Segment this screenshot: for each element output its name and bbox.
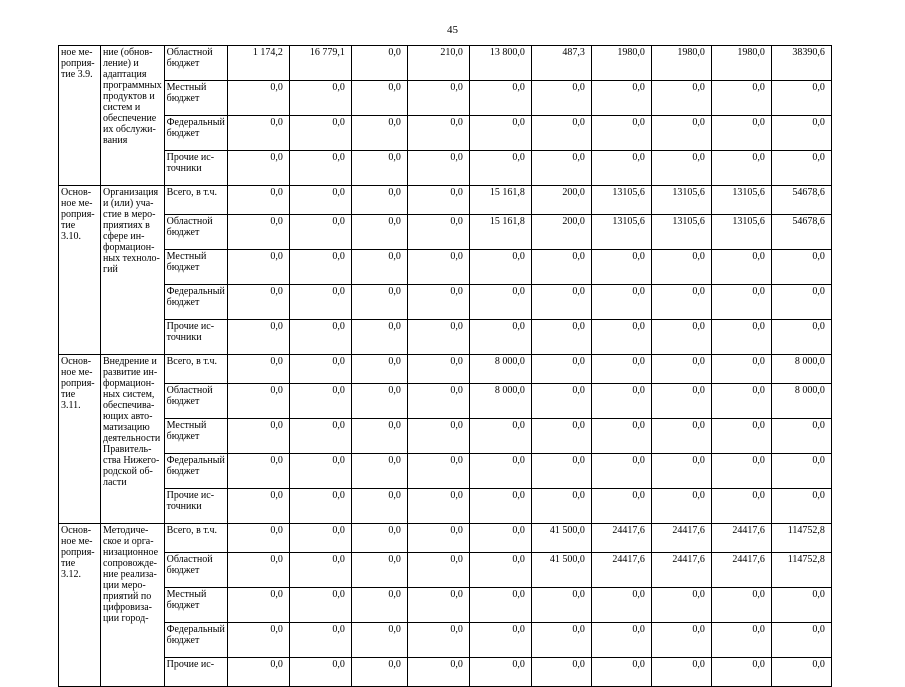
year-value: 0,0 xyxy=(289,355,351,384)
year-value: 0,0 xyxy=(591,151,651,186)
total-value: 0,0 xyxy=(771,250,831,285)
year-value: 0,0 xyxy=(351,215,407,250)
year-value: 200,0 xyxy=(531,186,591,215)
year-value: 0,0 xyxy=(351,151,407,186)
year-value: 0,0 xyxy=(227,285,289,320)
year-value: 0,0 xyxy=(227,250,289,285)
year-value: 0,0 xyxy=(531,623,591,658)
year-value: 0,0 xyxy=(289,186,351,215)
table-row xyxy=(59,623,832,658)
funding-source xyxy=(164,489,227,524)
year-value: 0,0 xyxy=(289,285,351,320)
total-value: 0,0 xyxy=(771,81,831,116)
year-value: 24417,6 xyxy=(591,524,651,553)
total-value: 38390,6 xyxy=(771,46,831,81)
funding-source xyxy=(164,285,227,320)
table-row xyxy=(59,524,832,553)
year-value: 1980,0 xyxy=(711,46,771,81)
funding-source-label: Прочие ис- точники xyxy=(166,490,215,512)
year-value: 0,0 xyxy=(407,454,469,489)
activity-name: Внедрение и развитие ин- формацион- ных систем, обеспечива- ющих авто- матизацию деятельности Правитель- ства Нижего- родской об- ласти xyxy=(103,356,161,488)
funding-source-label: Федеральный бюджет xyxy=(166,117,225,139)
year-value: 41 500,0 xyxy=(531,553,591,588)
year-value: 0,0 xyxy=(289,489,351,524)
year-value: 0,0 xyxy=(651,454,711,489)
year-value: 0,0 xyxy=(469,623,531,658)
funding-source xyxy=(164,250,227,285)
funding-source-label: Областной бюджет xyxy=(166,47,213,69)
table-row xyxy=(59,116,832,151)
year-value: 0,0 xyxy=(351,355,407,384)
year-value: 0,0 xyxy=(351,524,407,553)
year-value: 0,0 xyxy=(531,384,591,419)
year-value: 0,0 xyxy=(289,588,351,623)
year-value: 0,0 xyxy=(651,355,711,384)
year-value: 0,0 xyxy=(351,623,407,658)
activity-name: ние (обнов- ление) и адаптация программных продуктов и систем и обеспечение их обслужи- вания xyxy=(103,47,162,146)
year-value: 0,0 xyxy=(711,151,771,186)
funding-source xyxy=(164,320,227,355)
funding-source-label: Всего, в т.ч. xyxy=(166,525,218,536)
funding-source xyxy=(164,524,227,553)
funding-source-label: Областной бюджет xyxy=(166,554,213,576)
year-value: 0,0 xyxy=(711,588,771,623)
funding-source xyxy=(164,151,227,186)
page-number: 45 xyxy=(447,24,458,36)
year-value: 0,0 xyxy=(407,524,469,553)
year-value: 0,0 xyxy=(711,285,771,320)
year-value: 0,0 xyxy=(407,250,469,285)
total-value: 0,0 xyxy=(771,658,831,687)
year-value: 0,0 xyxy=(227,588,289,623)
total-value: 0,0 xyxy=(771,588,831,623)
year-value: 0,0 xyxy=(531,116,591,151)
funding-source xyxy=(164,588,227,623)
year-value: 1980,0 xyxy=(651,46,711,81)
total-value: 8 000,0 xyxy=(771,384,831,419)
year-value: 0,0 xyxy=(407,623,469,658)
funding-source-label: Местный бюджет xyxy=(166,82,207,104)
table-row xyxy=(59,151,832,186)
year-value: 0,0 xyxy=(591,250,651,285)
year-value: 0,0 xyxy=(591,285,651,320)
year-value: 0,0 xyxy=(351,186,407,215)
funding-source xyxy=(164,384,227,419)
year-value: 0,0 xyxy=(469,250,531,285)
table-row xyxy=(59,320,832,355)
table-row xyxy=(59,355,832,384)
budget-table-body xyxy=(59,46,832,687)
year-value: 0,0 xyxy=(407,320,469,355)
table-row xyxy=(59,489,832,524)
year-value: 13105,6 xyxy=(651,215,711,250)
activity-code-cell xyxy=(59,186,101,355)
activity-name-cell xyxy=(101,355,165,524)
year-value: 0,0 xyxy=(591,623,651,658)
year-value: 0,0 xyxy=(591,355,651,384)
funding-source-label: Прочие ис- xyxy=(166,659,215,670)
year-value: 13105,6 xyxy=(651,186,711,215)
year-value: 0,0 xyxy=(651,658,711,687)
year-value: 0,0 xyxy=(351,285,407,320)
year-value: 1980,0 xyxy=(591,46,651,81)
funding-source-label: Областной бюджет xyxy=(166,385,213,407)
year-value: 0,0 xyxy=(591,384,651,419)
table-row xyxy=(59,419,832,454)
year-value: 0,0 xyxy=(289,116,351,151)
year-value: 0,0 xyxy=(531,285,591,320)
year-value: 0,0 xyxy=(227,553,289,588)
year-value: 0,0 xyxy=(469,489,531,524)
year-value: 0,0 xyxy=(651,384,711,419)
year-value: 200,0 xyxy=(531,215,591,250)
activity-name: Организация и (или) уча- стие в меро- приятиях в сфере ин- формацион- ных техноло- гий xyxy=(103,187,160,275)
activity-code-cell xyxy=(59,46,101,186)
year-value: 0,0 xyxy=(711,81,771,116)
year-value: 0,0 xyxy=(407,355,469,384)
year-value: 0,0 xyxy=(531,151,591,186)
funding-source xyxy=(164,215,227,250)
table-row xyxy=(59,81,832,116)
year-value: 0,0 xyxy=(289,623,351,658)
total-value: 0,0 xyxy=(771,285,831,320)
activity-code-cell xyxy=(59,524,101,687)
year-value: 0,0 xyxy=(469,553,531,588)
year-value: 0,0 xyxy=(711,489,771,524)
total-value: 0,0 xyxy=(771,116,831,151)
activity-name: Методиче- ское и орга- низационное сопровожде- ние реализа- ции меро- приятий по цифровиза- ции город- xyxy=(103,525,159,624)
funding-source xyxy=(164,553,227,588)
table-row xyxy=(59,454,832,489)
year-value: 0,0 xyxy=(591,454,651,489)
year-value: 0,0 xyxy=(407,215,469,250)
year-value: 0,0 xyxy=(531,81,591,116)
year-value: 0,0 xyxy=(651,419,711,454)
year-value: 0,0 xyxy=(227,384,289,419)
funding-source-label: Всего, в т.ч. xyxy=(166,187,218,198)
year-value: 24417,6 xyxy=(651,553,711,588)
year-value: 0,0 xyxy=(227,623,289,658)
year-value: 0,0 xyxy=(711,623,771,658)
year-value: 8 000,0 xyxy=(469,384,531,419)
year-value: 0,0 xyxy=(531,489,591,524)
year-value: 0,0 xyxy=(227,186,289,215)
funding-source xyxy=(164,46,227,81)
funding-source xyxy=(164,81,227,116)
year-value: 0,0 xyxy=(289,81,351,116)
activity-code: ное ме- роприя- тие 3.9. xyxy=(61,47,95,80)
funding-source-label: Прочие ис- точники xyxy=(166,152,215,174)
year-value: 0,0 xyxy=(289,250,351,285)
year-value: 24417,6 xyxy=(711,553,771,588)
year-value: 0,0 xyxy=(711,384,771,419)
year-value: 15 161,8 xyxy=(469,186,531,215)
year-value: 0,0 xyxy=(227,116,289,151)
year-value: 0,0 xyxy=(711,320,771,355)
year-value: 0,0 xyxy=(351,384,407,419)
year-value: 0,0 xyxy=(651,320,711,355)
table-row xyxy=(59,384,832,419)
year-value: 0,0 xyxy=(289,215,351,250)
year-value: 0,0 xyxy=(531,320,591,355)
funding-source xyxy=(164,454,227,489)
funding-source-label: Всего, в т.ч. xyxy=(166,356,218,367)
year-value: 0,0 xyxy=(651,250,711,285)
year-value: 0,0 xyxy=(711,116,771,151)
year-value: 0,0 xyxy=(531,454,591,489)
year-value: 16 779,1 xyxy=(289,46,351,81)
total-value: 8 000,0 xyxy=(771,355,831,384)
year-value: 0,0 xyxy=(407,186,469,215)
year-value: 0,0 xyxy=(407,489,469,524)
year-value: 0,0 xyxy=(407,81,469,116)
year-value: 0,0 xyxy=(227,215,289,250)
year-value: 0,0 xyxy=(407,553,469,588)
year-value: 0,0 xyxy=(351,454,407,489)
total-value: 54678,6 xyxy=(771,215,831,250)
year-value: 0,0 xyxy=(591,588,651,623)
funding-source xyxy=(164,419,227,454)
year-value: 0,0 xyxy=(227,524,289,553)
year-value: 0,0 xyxy=(651,623,711,658)
funding-source xyxy=(164,116,227,151)
year-value: 0,0 xyxy=(531,658,591,687)
year-value: 0,0 xyxy=(469,588,531,623)
year-value: 0,0 xyxy=(711,419,771,454)
year-value: 0,0 xyxy=(227,454,289,489)
year-value: 0,0 xyxy=(531,419,591,454)
activity-code-cell xyxy=(59,355,101,524)
year-value: 0,0 xyxy=(591,419,651,454)
year-value: 0,0 xyxy=(469,658,531,687)
funding-source-label: Областной бюджет xyxy=(166,216,213,238)
total-value: 54678,6 xyxy=(771,186,831,215)
year-value: 0,0 xyxy=(227,151,289,186)
year-value: 0,0 xyxy=(651,116,711,151)
year-value: 0,0 xyxy=(351,489,407,524)
year-value: 0,0 xyxy=(651,489,711,524)
total-value: 0,0 xyxy=(771,151,831,186)
year-value: 0,0 xyxy=(407,384,469,419)
year-value: 0,0 xyxy=(469,81,531,116)
year-value: 0,0 xyxy=(289,151,351,186)
year-value: 0,0 xyxy=(289,524,351,553)
year-value: 0,0 xyxy=(651,81,711,116)
year-value: 0,0 xyxy=(469,524,531,553)
year-value: 24417,6 xyxy=(651,524,711,553)
year-value: 13105,6 xyxy=(711,215,771,250)
year-value: 0,0 xyxy=(351,320,407,355)
year-value: 0,0 xyxy=(289,658,351,687)
year-value: 0,0 xyxy=(469,116,531,151)
year-value: 0,0 xyxy=(591,320,651,355)
year-value: 0,0 xyxy=(531,355,591,384)
year-value: 0,0 xyxy=(591,116,651,151)
year-value: 13 800,0 xyxy=(469,46,531,81)
year-value: 0,0 xyxy=(351,588,407,623)
funding-source xyxy=(164,658,227,687)
funding-source xyxy=(164,623,227,658)
activity-code: Основ- ное ме- роприя- тие 3.12. xyxy=(61,525,95,580)
year-value: 0,0 xyxy=(227,419,289,454)
funding-source-label: Местный бюджет xyxy=(166,589,207,611)
activity-name-cell xyxy=(101,186,165,355)
year-value: 15 161,8 xyxy=(469,215,531,250)
table-row xyxy=(59,250,832,285)
year-value: 24417,6 xyxy=(591,553,651,588)
year-value: 0,0 xyxy=(651,588,711,623)
total-value: 0,0 xyxy=(771,489,831,524)
year-value: 0,0 xyxy=(469,320,531,355)
funding-source-label: Федеральный бюджет xyxy=(166,624,225,646)
year-value: 41 500,0 xyxy=(531,524,591,553)
year-value: 0,0 xyxy=(227,320,289,355)
year-value: 487,3 xyxy=(531,46,591,81)
activity-name-cell xyxy=(101,524,165,687)
year-value: 0,0 xyxy=(591,81,651,116)
table-row xyxy=(59,46,832,81)
year-value: 0,0 xyxy=(711,355,771,384)
year-value: 0,0 xyxy=(351,250,407,285)
funding-source-label: Федеральный бюджет xyxy=(166,286,225,308)
year-value: 0,0 xyxy=(289,384,351,419)
year-value: 0,0 xyxy=(289,419,351,454)
table-row xyxy=(59,658,832,687)
total-value: 0,0 xyxy=(771,320,831,355)
total-value: 114752,8 xyxy=(771,524,831,553)
table-row xyxy=(59,186,832,215)
funding-source-label: Местный бюджет xyxy=(166,420,207,442)
year-value: 13105,6 xyxy=(711,186,771,215)
year-value: 0,0 xyxy=(227,81,289,116)
funding-source-label: Федеральный бюджет xyxy=(166,455,225,477)
table-row xyxy=(59,553,832,588)
year-value: 0,0 xyxy=(407,658,469,687)
budget-table xyxy=(58,45,832,687)
year-value: 0,0 xyxy=(289,320,351,355)
total-value: 0,0 xyxy=(771,419,831,454)
activity-code: Основ- ное ме- роприя- тие 3.11. xyxy=(61,356,95,411)
year-value: 0,0 xyxy=(407,151,469,186)
year-value: 13105,6 xyxy=(591,215,651,250)
year-value: 8 000,0 xyxy=(469,355,531,384)
year-value: 0,0 xyxy=(469,419,531,454)
year-value: 0,0 xyxy=(289,553,351,588)
table-row xyxy=(59,285,832,320)
year-value: 0,0 xyxy=(531,250,591,285)
year-value: 0,0 xyxy=(591,658,651,687)
year-value: 0,0 xyxy=(351,46,407,81)
year-value: 0,0 xyxy=(227,355,289,384)
year-value: 0,0 xyxy=(469,285,531,320)
year-value: 0,0 xyxy=(711,658,771,687)
year-value: 0,0 xyxy=(711,454,771,489)
funding-source xyxy=(164,186,227,215)
year-value: 0,0 xyxy=(711,250,771,285)
funding-source-label: Прочие ис- точники xyxy=(166,321,215,343)
year-value: 0,0 xyxy=(289,454,351,489)
year-value: 210,0 xyxy=(407,46,469,81)
total-value: 0,0 xyxy=(771,454,831,489)
year-value: 0,0 xyxy=(469,151,531,186)
year-value: 0,0 xyxy=(531,588,591,623)
year-value: 0,0 xyxy=(351,81,407,116)
year-value: 0,0 xyxy=(227,489,289,524)
activity-name-cell xyxy=(101,46,165,186)
year-value: 0,0 xyxy=(591,489,651,524)
year-value: 0,0 xyxy=(351,419,407,454)
total-value: 0,0 xyxy=(771,623,831,658)
table-row xyxy=(59,588,832,623)
year-value: 0,0 xyxy=(351,116,407,151)
year-value: 0,0 xyxy=(651,151,711,186)
table-row xyxy=(59,215,832,250)
year-value: 0,0 xyxy=(227,658,289,687)
year-value: 0,0 xyxy=(351,658,407,687)
year-value: 0,0 xyxy=(407,285,469,320)
funding-source-label: Местный бюджет xyxy=(166,251,207,273)
year-value: 0,0 xyxy=(651,285,711,320)
year-value: 0,0 xyxy=(407,116,469,151)
year-value: 1 174,2 xyxy=(227,46,289,81)
year-value: 13105,6 xyxy=(591,186,651,215)
year-value: 0,0 xyxy=(407,419,469,454)
year-value: 0,0 xyxy=(407,588,469,623)
funding-source xyxy=(164,355,227,384)
year-value: 24417,6 xyxy=(711,524,771,553)
year-value: 0,0 xyxy=(351,553,407,588)
total-value: 114752,8 xyxy=(771,553,831,588)
activity-code: Основ- ное ме- роприя- тие 3.10. xyxy=(61,187,95,242)
year-value: 0,0 xyxy=(469,454,531,489)
